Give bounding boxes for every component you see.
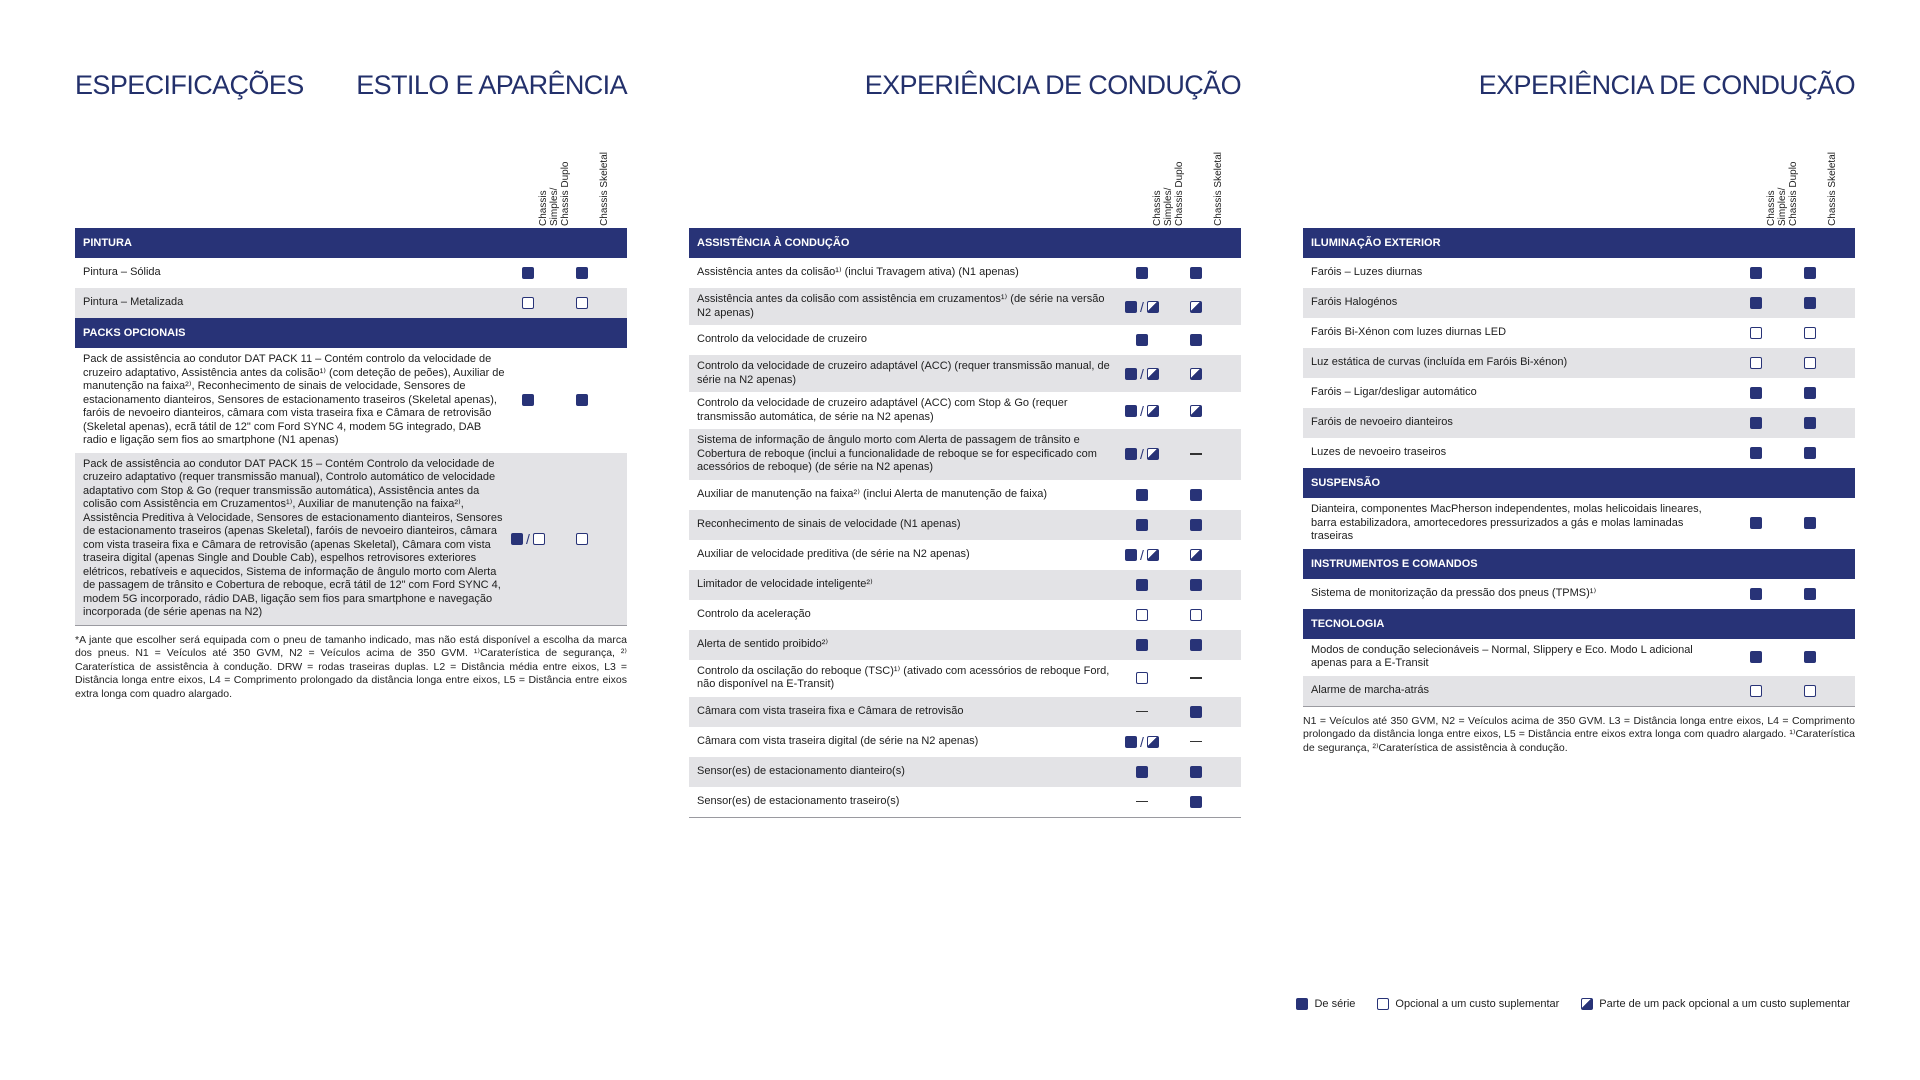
standard-square-icon: [1136, 519, 1148, 531]
pack-square-icon: [1190, 368, 1202, 380]
row-label: Sistema de monitorização da pressão dos pneus (TPMS)¹⁾: [1311, 586, 1597, 599]
section-header: PACKS OPCIONAIS: [75, 318, 627, 348]
cell-chassis-skeletal: [1176, 325, 1216, 355]
slash-separator: /: [1140, 365, 1144, 382]
cell-chassis-simples: [1122, 757, 1162, 787]
not-available-dash-icon: [1190, 677, 1202, 679]
table-row: [1303, 318, 1855, 348]
legend: [1296, 998, 1850, 1010]
row-label: Sistema de informação de ângulo morto com Alerta de passagem de trânsito e Cobertura de reboque (inclui a funcionalidade de reboque se for especificado com acessórios de reboque) (de série na N2 apenas): [697, 434, 1097, 473]
cell-chassis-simples: [508, 258, 548, 288]
table-row: [689, 600, 1241, 630]
optional-square-icon: [576, 533, 588, 545]
cell-chassis-simples: [1122, 325, 1162, 355]
cell-chassis-simples: [1122, 540, 1162, 570]
cell-chassis-simples: [1736, 676, 1776, 706]
row-label: Controlo da aceleração: [697, 607, 811, 620]
standard-square-icon: [1190, 579, 1202, 591]
cell-chassis-simples: [1122, 258, 1162, 288]
table-row: [689, 540, 1241, 570]
cell-chassis-simples: [508, 288, 548, 318]
panel-header: [689, 70, 1241, 110]
legend-standard: [1296, 998, 1355, 1010]
column-header-chassis-simples: Chassis Simples/ Chassis Duplo: [538, 161, 571, 226]
cell-chassis-skeletal: [1790, 378, 1830, 408]
row-label: Pintura – Metalizada: [83, 296, 184, 309]
cell-chassis-simples: [1122, 510, 1162, 540]
table-row: [1303, 288, 1855, 318]
cell-chassis-skeletal: [1176, 510, 1216, 540]
standard-square-icon: [1190, 489, 1202, 501]
standard-square-icon: [1125, 368, 1137, 380]
slash-separator: /: [1140, 546, 1144, 563]
cell-chassis-skeletal: [1790, 348, 1830, 378]
cell-chassis-simples: [1122, 600, 1162, 630]
cell-chassis-skeletal: [1790, 579, 1830, 609]
standard-square-icon: [1804, 267, 1816, 279]
table-row: [689, 480, 1241, 510]
standard-square-icon: [1750, 417, 1762, 429]
standard-square-icon: [1750, 517, 1762, 529]
standard-square-icon: [1750, 651, 1762, 663]
cell-chassis-skeletal: [562, 348, 602, 453]
cell-chassis-simples: [1122, 570, 1162, 600]
standard-square-icon: [1125, 549, 1137, 561]
cell-chassis-simples: [1122, 480, 1162, 510]
section-header: INSTRUMENTOS E COMANDOS: [1303, 549, 1855, 579]
slash-separator: /: [1140, 402, 1144, 419]
optional-square-icon: [522, 297, 534, 309]
pack-square-icon: [1147, 448, 1159, 460]
row-label: Auxiliar de velocidade preditiva (de série na N2 apenas): [697, 547, 970, 560]
cell-chassis-simples: [1736, 348, 1776, 378]
table-row: [689, 510, 1241, 540]
not-available-dash-icon: [1190, 741, 1202, 743]
table-bottom-rule: [689, 817, 1241, 818]
footnote: N1 = Veículos até 350 GVM, N2 = Veículos acima de 350 GVM. L3 = Distância longa entre eixos, L4 = Comprimento prolongado da distância longa entre eixos, L5 = Distância entre eixos extra longa com quadro alargado. ¹⁾Caraterística de segurança, ²⁾Caraterística de assistência à condução.: [1303, 714, 1855, 754]
cell-chassis-skeletal: [1790, 438, 1830, 468]
legend-optional: [1377, 998, 1559, 1010]
section-header: SUSPENSÃO: [1303, 468, 1855, 498]
panel-header: [75, 70, 627, 110]
panel-header: [1303, 70, 1855, 110]
legend-pack: [1581, 998, 1850, 1010]
standard-square-icon: [1190, 519, 1202, 531]
table-row: [689, 288, 1241, 325]
optional-square-icon: [1377, 998, 1389, 1010]
cell-chassis-skeletal: [1176, 355, 1216, 392]
standard-square-icon: [1750, 267, 1762, 279]
standard-square-icon: [1804, 447, 1816, 459]
standard-square-icon: [522, 267, 534, 279]
not-available-dash-icon: [1136, 711, 1148, 713]
cell-chassis-skeletal: [1790, 639, 1830, 676]
row-label: Faróis de nevoeiro dianteiros: [1311, 416, 1453, 429]
standard-square-icon: [576, 267, 588, 279]
table-row: [1303, 579, 1855, 609]
cell-chassis-simples: [1122, 697, 1162, 727]
standard-square-icon: [1136, 639, 1148, 651]
standard-square-icon: [1125, 301, 1137, 313]
cell-chassis-simples: [1122, 660, 1162, 697]
table-row: [689, 660, 1241, 697]
pack-square-icon: [1190, 549, 1202, 561]
standard-square-icon: [1750, 387, 1762, 399]
slash-separator: /: [1140, 733, 1144, 750]
standard-square-icon: [1125, 405, 1137, 417]
standard-square-icon: [576, 394, 588, 406]
table-row: [1303, 676, 1855, 706]
standard-square-icon: [1190, 706, 1202, 718]
column-header-chassis-simples: Chassis Simples/ Chassis Duplo: [1152, 161, 1185, 226]
pack-square-icon: [1190, 301, 1202, 313]
cell-chassis-skeletal: [1790, 318, 1830, 348]
table-row: [689, 757, 1241, 787]
page-title: EXPERIÊNCIA DE CONDUÇÃO: [864, 70, 1241, 100]
pack-square-icon: [1147, 368, 1159, 380]
legend-optional-label: Opcional a um custo suplementar: [1395, 998, 1560, 1010]
row-label: Controlo da velocidade de cruzeiro: [697, 333, 867, 346]
cell-chassis-simples: [1122, 392, 1162, 429]
row-label: Controlo da velocidade de cruzeiro adaptável (ACC) com Stop & Go (requer transmissão automática, de série na N2 apenas): [697, 397, 1068, 423]
page-title: ESPECIFICAÇÕES: [75, 70, 304, 100]
section-header: PINTURA: [75, 228, 627, 258]
standard-square-icon: [1136, 489, 1148, 501]
table-row: [689, 727, 1241, 757]
cell-chassis-simples: [508, 453, 548, 625]
pack-square-icon: [1147, 405, 1159, 417]
not-available-dash-icon: [1136, 801, 1148, 803]
row-label: Pack de assistência ao condutor DAT PACK 11 – Contém controlo da velocidade de cruzeiro adaptativo, Assistência antes da colisão¹⁾ (com deteção de peões), Auxiliar de manutenção na faixa²⁾, Reconhecimento de sinais de velocidade, Sensores de estacionamento dianteiros, Sensores de estacionamento traseiros (Skeletal apenas), faróis de nevoeiro dianteiros, câmara com vista traseira fixa e Câmara de retrovisão (Skeletal apenas), ecrã tátil de 12" com Ford SYNC 4, modem 5G integrado, DAB radio e ligação sem fios ao smartphone (N1 apenas): [83, 353, 505, 446]
pack-square-icon: [1147, 549, 1159, 561]
cell-chassis-simples: [1122, 355, 1162, 392]
cell-chassis-skeletal: [1176, 697, 1216, 727]
cell-chassis-simples: [1736, 318, 1776, 348]
table-row: [689, 787, 1241, 817]
table-row: [689, 429, 1241, 480]
table-row: [689, 392, 1241, 429]
section-title: ESTILO E APARÊNCIA: [356, 70, 627, 100]
cell-chassis-simples: [1736, 378, 1776, 408]
row-label: Auxiliar de manutenção na faixa²⁾ (inclui Alerta de manutenção de faixa): [697, 487, 1048, 500]
legend-pack-label: Parte de um pack opcional a um custo suplementar: [1599, 998, 1850, 1010]
column-header-chassis-skeletal: Chassis Skeletal: [1827, 152, 1838, 226]
row-label: Alerta de sentido proibido²⁾: [697, 637, 829, 650]
cell-chassis-simples: [1736, 288, 1776, 318]
row-label: Dianteira, componentes MacPherson independentes, molas helicoidais lineares, barra estabilizadora, amortecedores pressurizados a gás e molas laminadas traseiras: [1311, 503, 1702, 542]
table-bottom-rule: [1303, 706, 1855, 707]
optional-square-icon: [1136, 609, 1148, 621]
standard-square-icon: [1804, 517, 1816, 529]
cell-chassis-simples: [1122, 429, 1162, 480]
table-row: [75, 258, 627, 288]
standard-square-icon: [1190, 796, 1202, 808]
spec-table: [1303, 228, 1855, 755]
column-header-chassis-skeletal: Chassis Skeletal: [1213, 152, 1224, 226]
cell-chassis-skeletal: [1176, 288, 1216, 325]
cell-chassis-skeletal: [1176, 258, 1216, 288]
standard-square-icon: [1804, 417, 1816, 429]
row-label: Faróis – Luzes diurnas: [1311, 266, 1423, 279]
cell-chassis-simples: [1122, 288, 1162, 325]
optional-square-icon: [1190, 609, 1202, 621]
cell-chassis-skeletal: [1176, 630, 1216, 660]
row-label: Faróis Halogénos: [1311, 296, 1398, 309]
spec-table: [689, 228, 1241, 818]
standard-square-icon: [1804, 387, 1816, 399]
standard-square-icon: [522, 394, 534, 406]
cell-chassis-simples: [1122, 630, 1162, 660]
section-header: ASSISTÊNCIA À CONDUÇÃO: [689, 228, 1241, 258]
cell-chassis-skeletal: [1790, 408, 1830, 438]
optional-square-icon: [1804, 327, 1816, 339]
table-row: [689, 697, 1241, 727]
standard-square-icon: [1125, 448, 1137, 460]
row-label: Câmara com vista traseira digital (de série na N2 apenas): [697, 734, 979, 747]
standard-square-icon: [1125, 736, 1137, 748]
table-bottom-rule: [75, 625, 627, 626]
standard-square-icon: [1190, 267, 1202, 279]
table-row: [689, 325, 1241, 355]
cell-chassis-simples: [1736, 498, 1776, 549]
cell-chassis-skeletal: [562, 258, 602, 288]
cell-chassis-skeletal: [1790, 676, 1830, 706]
cell-chassis-simples: [1736, 639, 1776, 676]
row-label: Controlo da oscilação do reboque (TSC)¹⁾ (ativado com acessórios de reboque Ford, não disponível na E-Transit): [697, 664, 1110, 690]
row-label: Sensor(es) de estacionamento dianteiro(s): [697, 764, 905, 777]
row-label: Alarme de marcha-atrás: [1311, 683, 1429, 696]
optional-square-icon: [1804, 685, 1816, 697]
standard-square-icon: [1804, 297, 1816, 309]
standard-square-icon: [511, 533, 523, 545]
table-row: [1303, 378, 1855, 408]
table-row: [689, 258, 1241, 288]
table-row: [1303, 438, 1855, 468]
row-label: Reconhecimento de sinais de velocidade (N1 apenas): [697, 517, 961, 530]
cell-chassis-simples: [1122, 787, 1162, 817]
pack-square-icon: [1147, 736, 1159, 748]
standard-square-icon: [1296, 998, 1308, 1010]
cell-chassis-skeletal: [562, 453, 602, 625]
table-row: [75, 288, 627, 318]
standard-square-icon: [1136, 579, 1148, 591]
standard-square-icon: [1750, 297, 1762, 309]
table-row: [1303, 639, 1855, 676]
standard-square-icon: [1804, 588, 1816, 600]
cell-chassis-skeletal: [1176, 570, 1216, 600]
cell-chassis-simples: [1736, 258, 1776, 288]
pack-square-icon: [1581, 998, 1593, 1010]
standard-square-icon: [1136, 766, 1148, 778]
slash-separator: /: [1140, 446, 1144, 463]
row-label: Pack de assistência ao condutor DAT PACK 15 – Contém Controlo da velocidade de cruzeiro adaptativo (requer transmissão manual), Controlo automático de velocidade adaptativo com Stop & Go (requer transmissão automática), Assistência antes da colisão com Assistência em Cruzamentos¹⁾, Auxiliar de manutenção na faixa²⁾, Assistência Preditiva à Velocidade, Sensores de estacionamento dianteiros, Sensores de estacionamento traseiros (apenas Skeletal), faróis de nevoeiro dianteiros, câmara com vista traseira fixa e Câmara de retrovisão (apenas Skeletal), Câmara com vista traseira digital (apenas Single and Double Cab), espelhos retrovisores exteriores elétricos, rebatíveis e aquecidos, Sistema de informação de ângulo morto com Alerta de passagem de trânsito e Cobertura de reboque, ecrã tátil de 12" com Ford SYNC 4, modem 5G incorporado, rádio DAB, ligação sem fios para smartphone e navegação incorporada (de série apenas na N2): [83, 457, 503, 618]
section-header: ILUMINAÇÃO EXTERIOR: [1303, 228, 1855, 258]
cell-chassis-simples: [1736, 438, 1776, 468]
legend-standard-label: De série: [1314, 998, 1356, 1010]
table-row: [689, 355, 1241, 392]
slash-separator: /: [1140, 298, 1144, 315]
footnote: *A jante que escolher será equipada com o pneu de tamanho indicado, mas não está disponível a escolha da marca dos pneus. N1 = Veículos até 350 GVM, N2 = Veículos acima de 350 GVM. ¹⁾Caraterística de segurança, ²⁾Caraterística de assistência à condução. DRW = rodas traseiras duplas. L2 = Distância média entre eixos, L3 = Distância longa entre eixos, L4 = Comprimento prolongado da distância longa entre eixos, L5 = Distância entre eixos extra longa com quadro alargado.: [75, 633, 627, 700]
cell-chassis-skeletal: [1176, 392, 1216, 429]
cell-chassis-skeletal: [1176, 757, 1216, 787]
optional-square-icon: [533, 533, 545, 545]
table-row: [1303, 258, 1855, 288]
cell-chassis-skeletal: [1176, 540, 1216, 570]
standard-square-icon: [1750, 447, 1762, 459]
row-label: Câmara com vista traseira fixa e Câmara de retrovisão: [697, 704, 964, 717]
optional-square-icon: [1136, 672, 1148, 684]
cell-chassis-skeletal: [1176, 600, 1216, 630]
slash-separator: /: [526, 530, 530, 547]
optional-square-icon: [1750, 327, 1762, 339]
table-row: [1303, 348, 1855, 378]
optional-square-icon: [1804, 357, 1816, 369]
not-available-dash-icon: [1190, 453, 1202, 455]
cell-chassis-simples: [508, 348, 548, 453]
cell-chassis-skeletal: [562, 288, 602, 318]
optional-square-icon: [576, 297, 588, 309]
cell-chassis-skeletal: [1176, 727, 1216, 757]
column-header-chassis-simples: Chassis Simples/ Chassis Duplo: [1766, 161, 1799, 226]
optional-square-icon: [1750, 357, 1762, 369]
row-label: Modos de condução selecionáveis – Normal, Slippery e Eco. Modo L adicional apenas para a E-Transit: [1311, 643, 1693, 669]
row-label: Controlo da velocidade de cruzeiro adaptável (ACC) (requer transmissão manual, de série na N2 apenas): [697, 360, 1110, 386]
pack-square-icon: [1147, 301, 1159, 313]
row-label: Assistência antes da colisão¹⁾ (inclui Travagem ativa) (N1 apenas): [697, 266, 1019, 279]
standard-square-icon: [1750, 588, 1762, 600]
cell-chassis-simples: [1736, 408, 1776, 438]
table-row: [75, 453, 627, 625]
row-label: Luzes de nevoeiro traseiros: [1311, 446, 1447, 459]
spec-table: [75, 228, 627, 701]
table-row: [1303, 408, 1855, 438]
cell-chassis-skeletal: [1176, 429, 1216, 480]
standard-square-icon: [1190, 766, 1202, 778]
column-header-chassis-skeletal: Chassis Skeletal: [599, 152, 610, 226]
section-header: TECNOLOGIA: [1303, 609, 1855, 639]
row-label: Sensor(es) de estacionamento traseiro(s): [697, 794, 900, 807]
cell-chassis-skeletal: [1790, 258, 1830, 288]
table-row: [689, 630, 1241, 660]
page-title: EXPERIÊNCIA DE CONDUÇÃO: [1478, 70, 1855, 100]
cell-chassis-skeletal: [1176, 660, 1216, 697]
cell-chassis-simples: [1122, 727, 1162, 757]
row-label: Faróis – Ligar/desligar automático: [1311, 386, 1477, 399]
cell-chassis-simples: [1736, 579, 1776, 609]
optional-square-icon: [1750, 685, 1762, 697]
standard-square-icon: [1190, 639, 1202, 651]
standard-square-icon: [1190, 334, 1202, 346]
row-label: Luz estática de curvas (incluída em Faróis Bi-xénon): [1311, 356, 1568, 369]
cell-chassis-skeletal: [1790, 288, 1830, 318]
cell-chassis-skeletal: [1176, 480, 1216, 510]
row-label: Assistência antes da colisão com assistência em cruzamentos¹⁾ (de série na versão N2 apenas): [697, 293, 1105, 319]
table-row: [1303, 498, 1855, 549]
row-label: Limitador de velocidade inteligente²⁾: [697, 577, 873, 590]
table-row: [75, 348, 627, 453]
table-row: [689, 570, 1241, 600]
standard-square-icon: [1804, 651, 1816, 663]
cell-chassis-skeletal: [1176, 787, 1216, 817]
cell-chassis-skeletal: [1790, 498, 1830, 549]
pack-square-icon: [1190, 405, 1202, 417]
standard-square-icon: [1136, 267, 1148, 279]
standard-square-icon: [1136, 334, 1148, 346]
row-label: Pintura – Sólida: [83, 266, 161, 279]
row-label: Faróis Bi-Xénon com luzes diurnas LED: [1311, 326, 1507, 339]
